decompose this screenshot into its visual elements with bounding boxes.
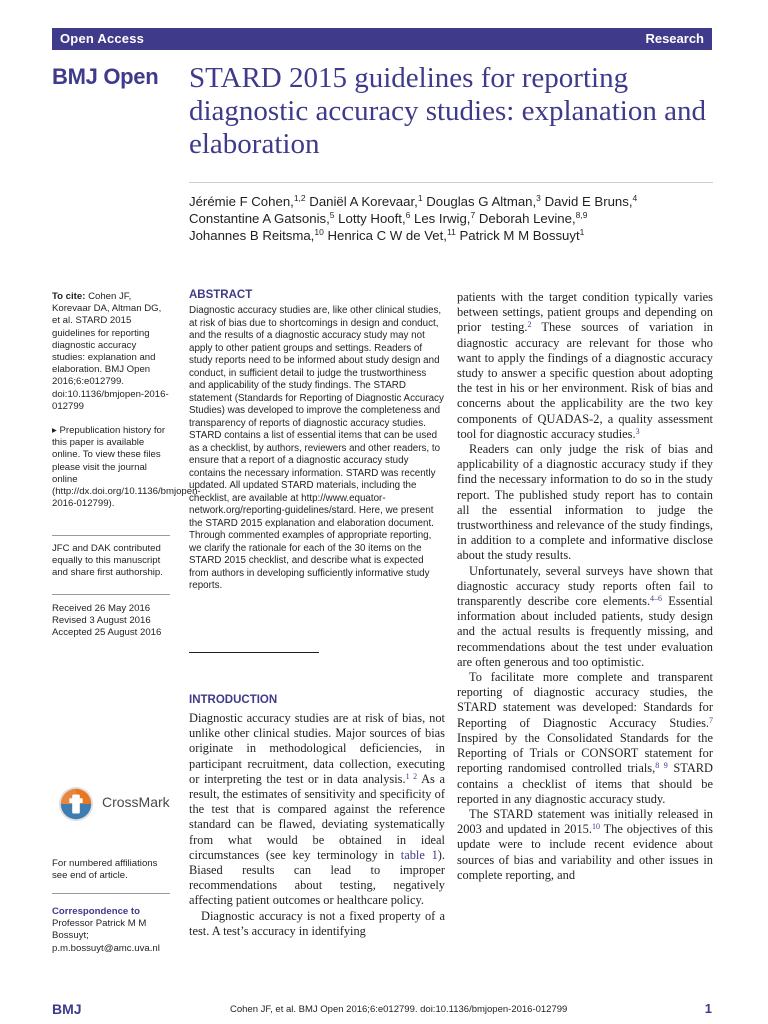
- article-title: STARD 2015 guidelines for reporting diagnostic accuracy studies: explanation and elaboration: [189, 62, 706, 160]
- author-name: Patrick M M Bossuyt: [455, 228, 580, 243]
- crossmark-badge[interactable]: [52, 785, 182, 825]
- citation-note: [52, 291, 170, 413]
- right-paragraph-3: Unfortunately, several surveys have shown that diagnostic accuracy study reports often fail to transparently describe core elements.$^{4-6}$ Essential information about included patients, study design and the actual results is frequently missing, and recommendations about the test under evaluation are often generous and too optimistic.: [457, 563, 713, 669]
- intro-paragraph-2: Diagnostic accuracy is not a fixed property of a test. A test’s accuracy in identifying: [189, 908, 445, 938]
- author-affiliation-ref: 3: [536, 193, 541, 203]
- research-label: Research: [645, 31, 704, 46]
- received-date: Received 26 May 2016: [52, 603, 151, 614]
- correspondence-label: Correspondence to: [52, 906, 140, 917]
- page-number: 1: [704, 1001, 712, 1016]
- prepublication-note: ▸ Prepublication history for this paper is available online. To view these files please visit the journal online (http://dx.doi.org/10.1136/bmjopen-2016-012799).: [52, 425, 201, 510]
- right-paragraph-2: Readers can only judge the risk of bias and applicability of a diagnostic accuracy study if they find the necessary information to do so in the study report. The published study report has to contain all the essential information to judge the trustworthiness and relevance of the study findings, in addition to a complete and informative disclose about the study results.: [457, 442, 713, 563]
- open-access-label: Open Access: [60, 31, 145, 46]
- author-affiliation-ref: 1,2: [293, 193, 306, 203]
- article-dates: [52, 603, 170, 640]
- crossmark-icon: [57, 785, 95, 823]
- author-name: Johannes B Reitsma,: [189, 228, 315, 243]
- footer-citation: Cohen JF, et al. BMJ Open 2016;6:e012799. doi:10.1136/bmjopen-2016-012799: [230, 1004, 568, 1015]
- author-affiliation-ref: 7: [470, 210, 476, 220]
- author-affiliation-ref: 5: [329, 210, 335, 220]
- cite-text: Cohen JF, Korevaar DA, Altman DG, et al. STARD 2015 guidelines for reporting diagnostic accuracy studies: explanation and elaboration. BMJ Open 2016;6:e012799. doi:10.1136/bmjopen-2016-012799: [52, 291, 169, 412]
- author-affiliation-ref: 4: [632, 193, 638, 203]
- citation-ref[interactable]: 8 9: [655, 761, 668, 771]
- author-name: Daniël A Korevaar,: [305, 194, 418, 209]
- author-name: Les Irwig,: [410, 211, 471, 226]
- author-affiliation-ref: 10: [314, 227, 324, 237]
- journal-header-bar: [52, 28, 712, 50]
- revised-date: Revised 3 August 2016: [52, 615, 151, 627]
- author-affiliation-ref: 11: [446, 227, 456, 237]
- author-affiliation-ref: 1: [417, 193, 423, 203]
- author-affiliation-ref: 6: [405, 210, 411, 220]
- correspondence-note: [52, 906, 170, 955]
- abstract-text: Diagnostic accuracy studies are, like other clinical studies, at risk of bias due to shortcomings in design and conduct, and the results of a diagnostic accuracy study may not apply to other patient groups and settings. Readers of study reports need to be informed about study design and conduct, in sufficient detail to judge the trustworthiness and applicability of the study findings. The STARD statement (Standards for Reporting of Diagnostic Accuracy Studies) was developed to improve the completeness and transparency of reports of diagnostic accuracy studies. STARD contains a list of essential items that can be used as a checklist, by authors, reviewers and other readers, to ensure that a report of a diagnostic accuracy study contains the necessary information. STARD was recently updated. All updated STARD materials, including the checklist, are available at http://www.equator-network.org/reporting-guidelines/stard. Here, we present the STARD 2015 explanation and elaboration document. Through commented examples of appropriate reporting, we clarify the rationale for each of the 30 items on the STARD 2015 checklist, and describe what is expected from authors in developing sufficiently informative study reports.: [189, 305, 444, 591]
- table-1-link[interactable]: table 1: [400, 847, 438, 862]
- citation-ref[interactable]: 1 2: [405, 771, 418, 781]
- author-list: [189, 193, 719, 244]
- citation-ref[interactable]: 4–6: [650, 594, 663, 604]
- citation-ref[interactable]: 7: [709, 715, 713, 725]
- citation-ref[interactable]: 2: [527, 320, 532, 330]
- right-paragraph-4: To facilitate more complete and transparent reporting of diagnostic accuracy studies, the STARD statement was developed: Standards for Reporting of Diagnostic Accuracy Studies.$^7$ Inspired by the Consolidated Standards for the Reporting of Trials or CONSORT statement for reporting randomised controlled trials,$^{8 9}$ STARD contains a checklist of items that should be reported in any diagnostic accuracy study.: [457, 670, 713, 806]
- citation-ref[interactable]: 3: [635, 426, 640, 436]
- author-name: Henrica C W de Vet,: [323, 228, 447, 243]
- right-paragraph-5: The STARD statement was initially released in 2003 and updated in 2015.10 The objectives of this update were to include recent evidence about sources of bias and variability and other issues in complete reporting, and: [457, 806, 713, 882]
- author-name: Jérémie F Cohen,: [189, 194, 294, 209]
- author-name: Deborah Levine,: [475, 211, 576, 226]
- accepted-date: Accepted 25 August 2016: [52, 627, 162, 639]
- author-affiliation-ref: 8,9: [575, 210, 588, 220]
- author-name: Douglas G Altman,: [422, 194, 537, 209]
- affiliations-note: For numbered affiliations see end of article.: [52, 858, 158, 882]
- author-name: Constantine A Gatsonis,: [189, 211, 330, 226]
- left-divider: [52, 535, 170, 536]
- crossmark-label: CrossMark: [102, 794, 170, 810]
- left-divider: [52, 893, 170, 894]
- title-divider: [189, 182, 713, 183]
- abstract-heading: ABSTRACT: [189, 289, 253, 301]
- contribution-note: JFC and DAK contributed equally to this manuscript and share first authorship.: [52, 543, 163, 579]
- right-column-body: [457, 290, 713, 883]
- abstract-divider: [189, 652, 319, 653]
- introduction-body: [189, 711, 445, 939]
- left-divider: [52, 594, 170, 595]
- journal-logo: BMJ Open: [52, 64, 159, 89]
- author-affiliation-ref: 1: [579, 227, 585, 237]
- right-paragraph-1: patients with the target condition typically varies between settings, patient groups and depending on prior testing.$^2$ These sources of variation in diagnostic accuracy are relevant for those who want to apply the findings of a diagnostic accuracy study to answer a specific question about adopting the test in his or her environment. Risk of bias and concerns about the applicability are the two key components of QUADAS-2, a quality assessment tool for diagnostic accuracy studies.$^3$: [457, 290, 713, 441]
- author-name: Lotty Hooft,: [334, 211, 406, 226]
- bmj-footer-logo: BMJ: [52, 1001, 82, 1017]
- correspondence-text: Professor Patrick M M Bossuyt; p.m.bossuyt@amc.uva.nl: [52, 918, 160, 954]
- cite-label: To cite:: [52, 291, 86, 302]
- citation-ref[interactable]: 10: [591, 822, 600, 832]
- intro-paragraph-1: Diagnostic accuracy studies are at risk of bias, not unlike other clinical studies. Major sources of bias originate in methodological deficiencies, in participant recruitment, data collection, executing or interpreting the test or in data analysis.$^{1 2}$ As a result, the estimates of sensitivity and specificity of the test that is compared against the reference standard can be flawed, deviating systematically from what would be obtained in ideal circumstances (see key terminology in table 1). Biased results can lead to improper recommendations about testing, negatively affecting patient outcomes or healthcare policy.: [189, 711, 446, 908]
- author-name: David E Bruns,: [540, 194, 633, 209]
- introduction-heading: INTRODUCTION: [189, 694, 278, 706]
